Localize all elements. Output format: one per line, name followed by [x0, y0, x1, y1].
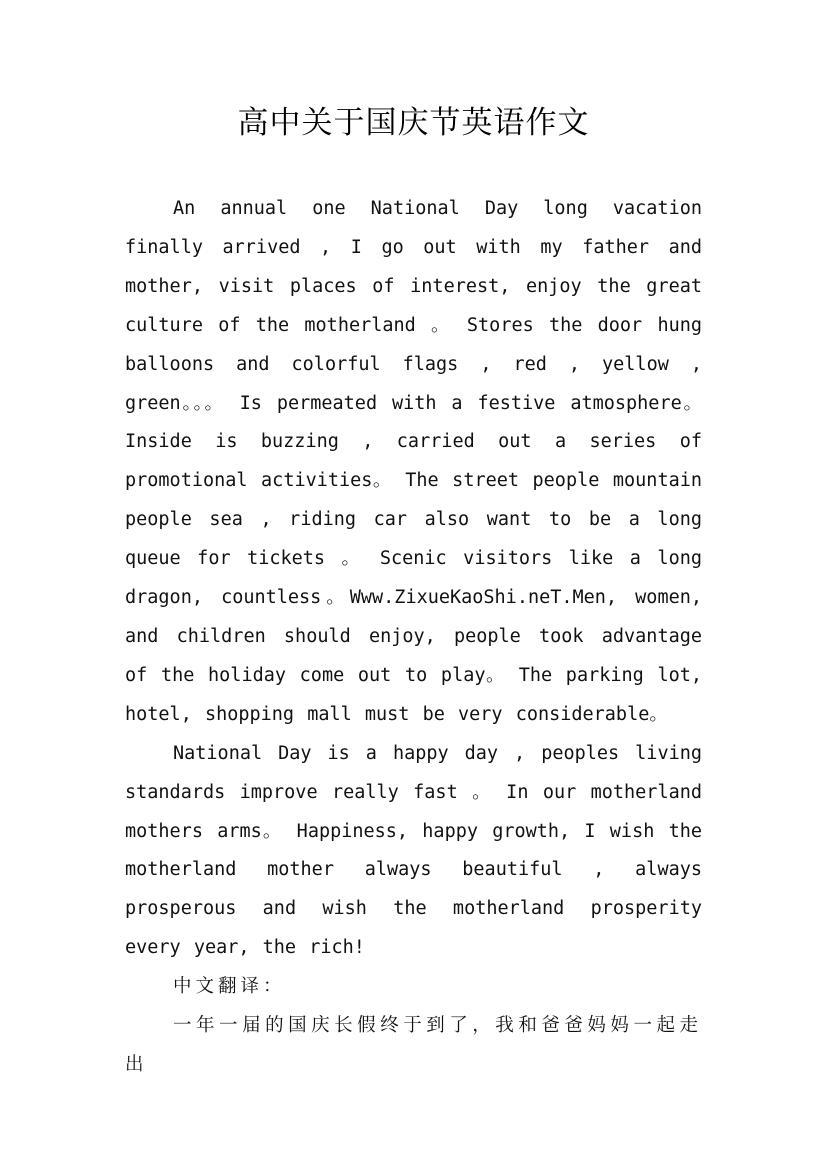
paragraph-2: National Day is a happy day , peoples living standards improve really fast 。 In our motherland mothers arms。 Happiness, happy growth, I wish the motherland mother always beautiful , always prosperous and wish the motherland prosperity every year, the rich! — [125, 742, 702, 959]
document-title: 高中关于国庆节英语作文 — [237, 105, 590, 141]
document-body — [125, 190, 702, 1085]
translation-heading: 中文翻译： — [173, 976, 286, 998]
translation-first-line: 一年一届的国庆长假终于到了，我和爸爸妈妈一起走出 — [125, 1015, 702, 1075]
paragraph-1: An annual one National Day long vacation finally arrived , I go out with my father and mother, visit places of interest, enjoy the great culture of the motherland 。 Stores the door hung balloons and colorful flags , red , yellow , green。。。 Is permeated with a festive atmosphere。 Inside is buzzing , carried out a series of promotional activities。 The street people mountain people sea , riding car also want to be a long queue for tickets 。 Scenic visitors like a long dragon, countless。Www.ZixueKaoShi.neT.Men, women, and children should enjoy, people took advantage of the holiday come out to play。 The parking lot, hotel, shopping mall must be very considerable。 — [125, 198, 702, 725]
